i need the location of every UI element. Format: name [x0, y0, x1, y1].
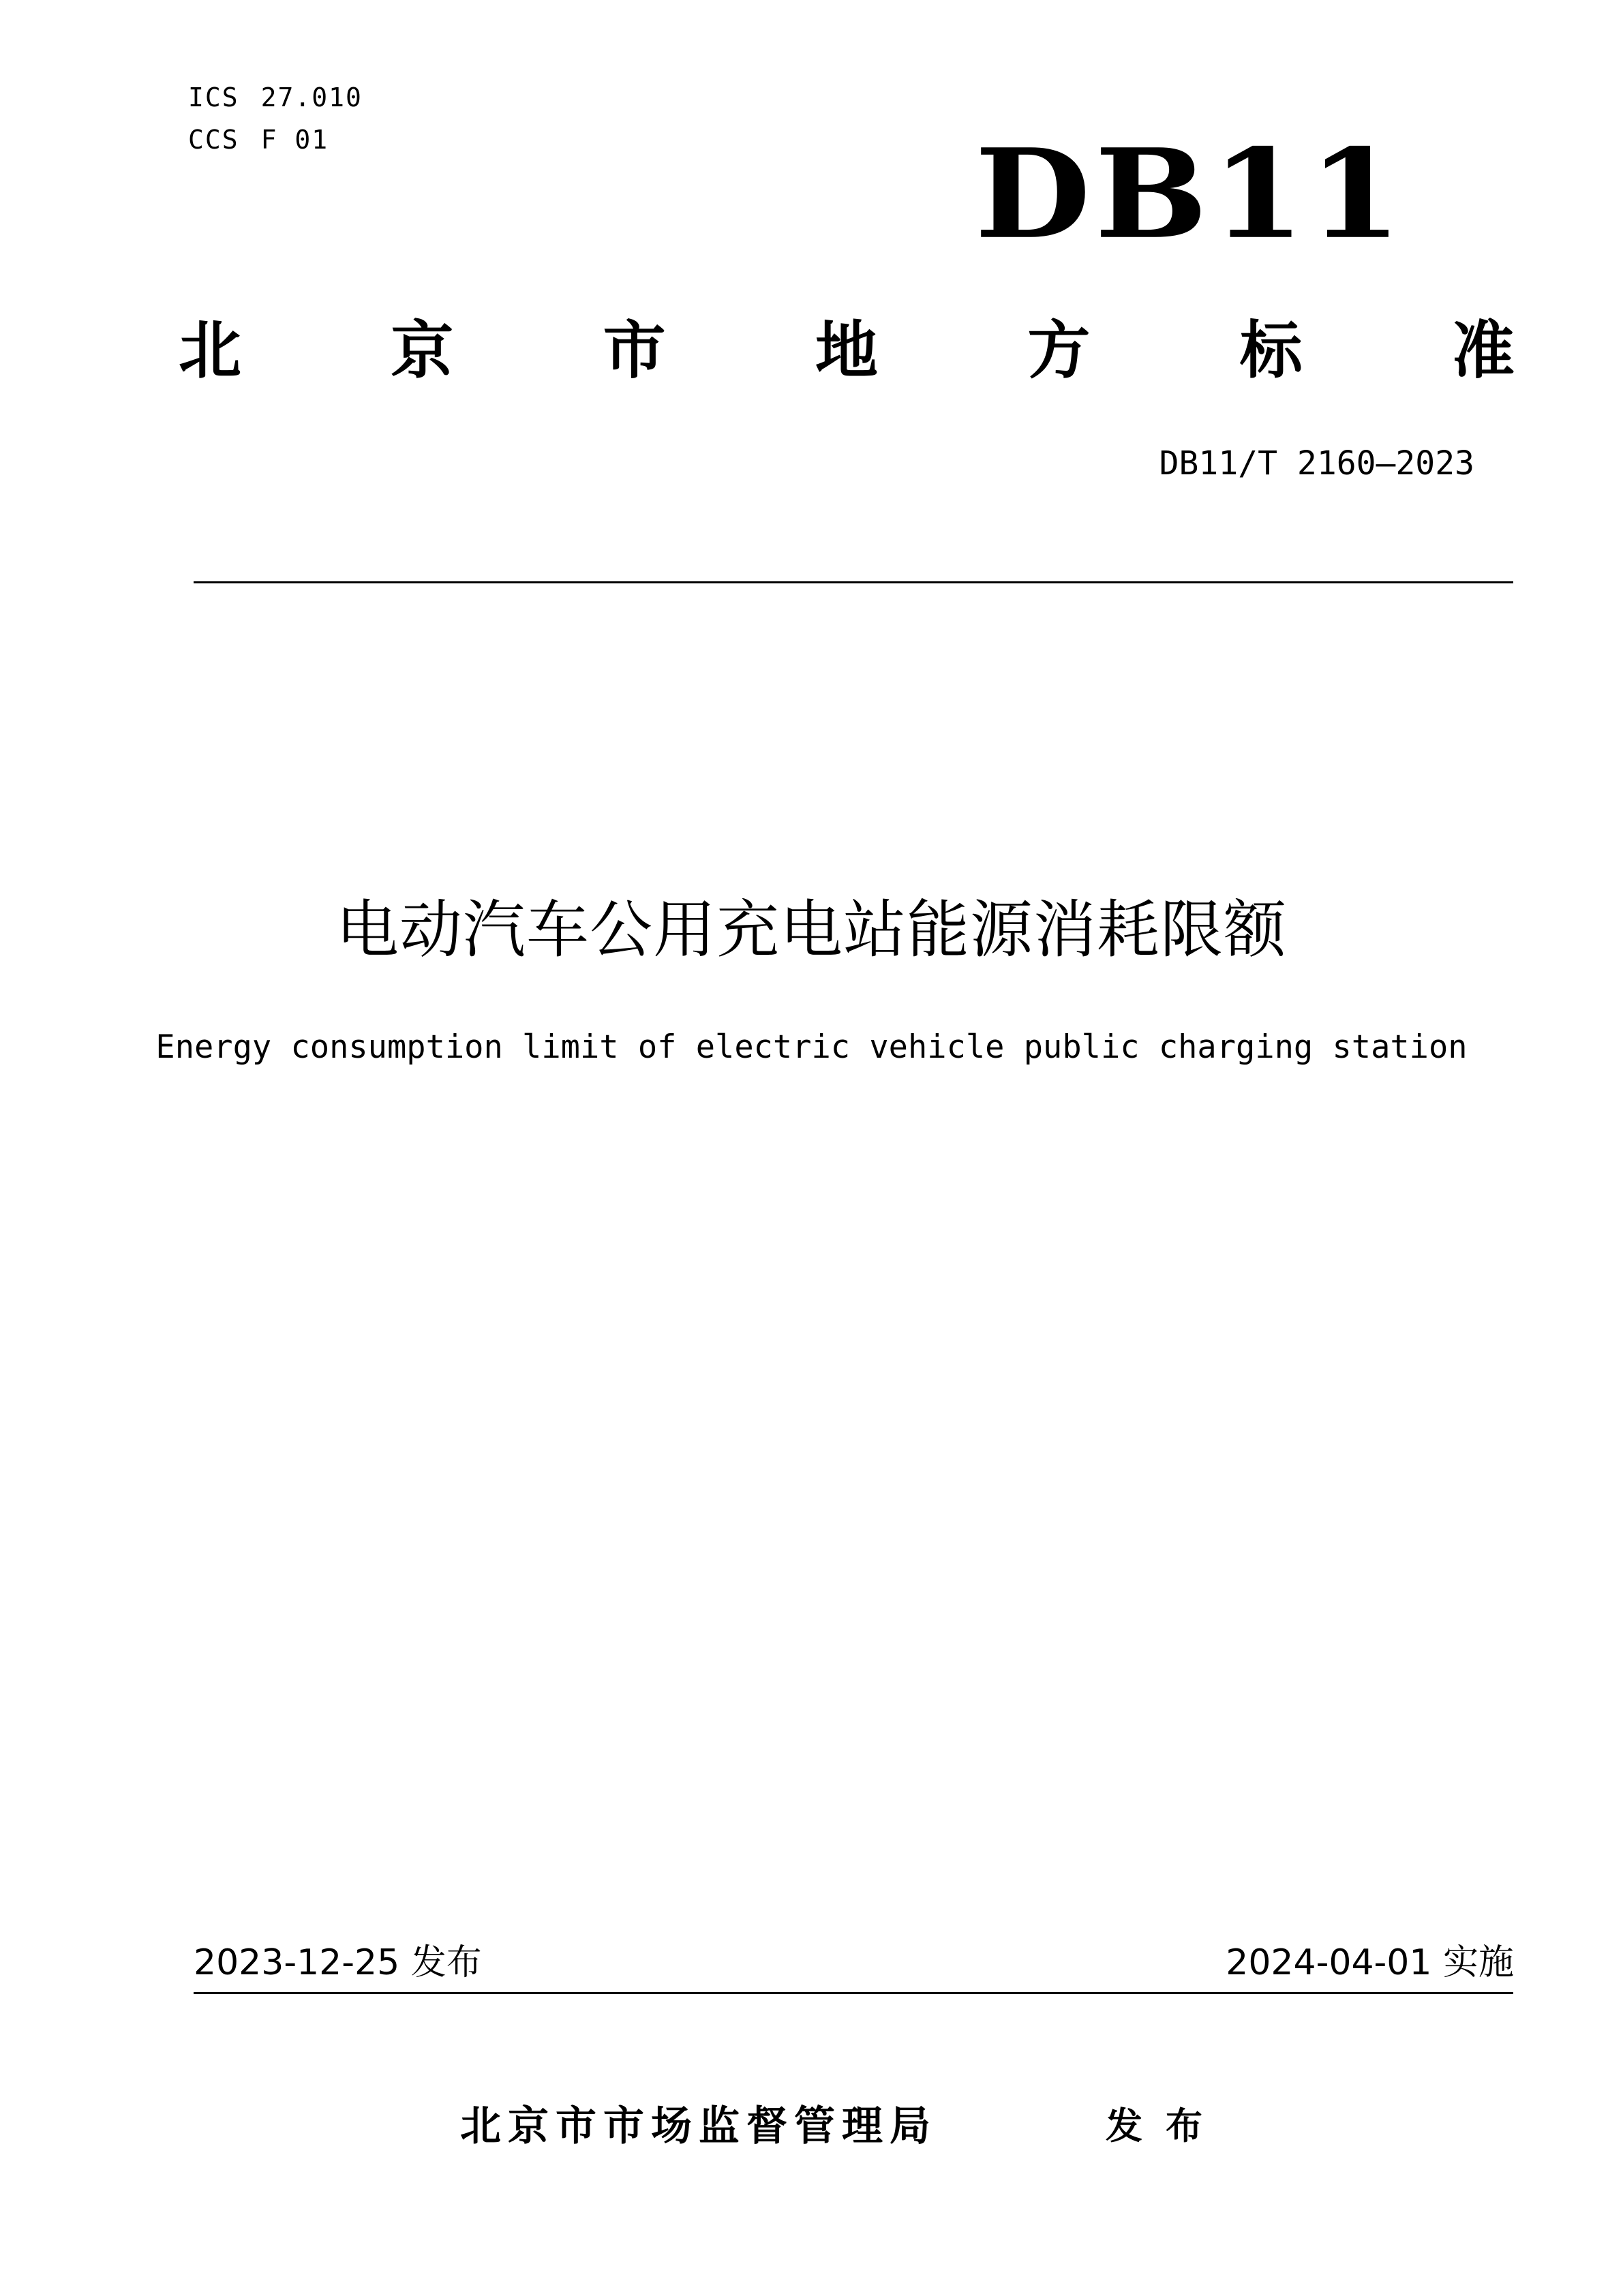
standard-type-heading: [179, 313, 1515, 388]
classification-codes: [188, 76, 384, 161]
ccs-label: CCS: [188, 125, 239, 155]
document-title-english: Energy consumption limit of electric vehicle public charging station: [155, 1028, 1468, 1066]
ccs-code: F 01: [260, 125, 329, 155]
document-title-chinese: 电动汽车公用充电站能源消耗限额: [335, 893, 1287, 966]
implementation-date: 2024-04-01 实施: [1226, 1942, 1514, 1983]
issuing-action: 发布: [1106, 2104, 1226, 2147]
ics-code: 27.010: [260, 82, 363, 112]
standard-type-char: 北: [179, 314, 242, 387]
standard-type-char: 准: [1451, 314, 1515, 387]
footer-divider: [194, 1992, 1513, 1994]
issuing-authority: 北京市市场监督管理局: [460, 2102, 937, 2150]
standard-type-char: 方: [1027, 314, 1091, 387]
issue-date: 2023-12-25 发布: [194, 1942, 482, 1983]
standard-type-char: 地: [815, 314, 878, 387]
ics-label: ICS: [188, 82, 239, 112]
standard-type-char: 京: [391, 314, 454, 387]
header-divider: [194, 581, 1513, 583]
standard-number: DB11/T 2160—2023: [1159, 444, 1474, 483]
ics-code-line: [188, 76, 384, 119]
standard-type-char: 标: [1239, 314, 1303, 387]
db11-logo: DB11: [975, 122, 1406, 266]
ccs-code-line: [188, 119, 384, 161]
standard-type-char: 市: [603, 314, 666, 387]
